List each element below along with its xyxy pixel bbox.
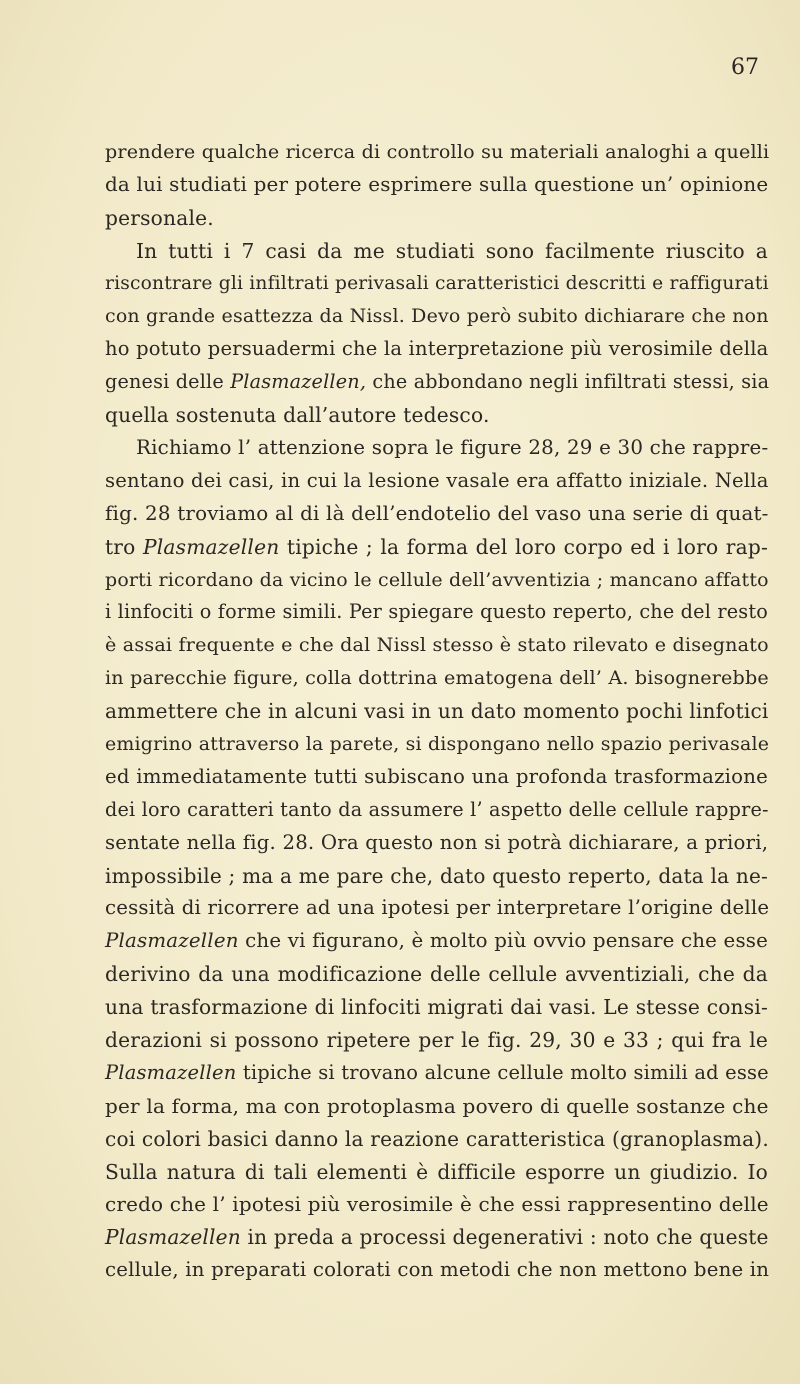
line-text: cessità di ricorrere ad una ipotesi per interpretare l’origine delle [105,896,770,920]
text-line [105,235,768,268]
text-line [105,728,768,761]
text-line [105,1024,768,1057]
italic-term: Plasmazellen [105,929,239,953]
text-line [105,1189,768,1222]
text-line [105,1090,768,1123]
text-line [105,695,768,728]
italic-term: Plasmazellen, [230,370,367,394]
text-line [105,1221,768,1254]
line-text: quella sostenuta dall’autore tedesco. [105,403,490,428]
text-line [105,268,768,301]
italic-term: Plasmazellen [105,1225,241,1250]
line-text: una trasformazione di linfociti migrati dai vasi. Le stesse consi- [105,995,768,1020]
line-text: con grande esattezza da Nissl. Devo però subito dichiarare che non [105,305,769,328]
text-line [105,432,768,465]
text-line [105,958,768,991]
text-line [105,794,768,827]
line-text: impossibile ; ma a me pare che, dato questo reperto, data la ne- [105,863,768,888]
line-text: dei loro caratteri tanto da assumere l’ aspetto delle cellule rappre- [105,797,769,821]
page-number: 67 [731,55,759,80]
text-line [105,761,768,794]
text-line [105,333,768,366]
text-line [105,991,768,1024]
text-line [105,531,768,564]
text-line [105,892,768,925]
text-line [105,136,768,169]
line-text: ho potuto persuadermi che la interpretazione più verosimile della [105,337,769,361]
text-line [105,596,768,629]
text-line [105,399,768,432]
text-line [105,1156,768,1189]
line-text: In tutti i 7 casi da me studiati sono facilmente riuscito a [136,238,768,263]
text-line [105,925,768,958]
line-text: emigrino attraverso la parete, si dispongano nello spazio perivasale [105,733,770,756]
line-text: sentano dei casi, in cui la lesione vasale era affatto iniziale. Nella [105,468,769,492]
line-text: i linfociti o forme simili. Per spiegare questo reperto, che del resto [105,600,768,624]
line-text: in preda a processi degenerativi : noto che queste [240,1225,769,1250]
line-text: ammettere che in alcuni vasi in un dato momento pochi linfotici [105,699,769,724]
line-text: porti ricordano da vicino le cellule dell’avventizia ; mancano affatto [105,568,769,591]
text-line [105,366,768,399]
body-text [105,136,768,1287]
line-text: sentate nella fig. 28. Ora questo non si potrà dichiarare, a priori, [105,830,769,854]
text-line [105,1254,768,1287]
italic-term: Plasmazellen [105,1060,237,1084]
text-line [105,564,768,597]
text-line [105,662,768,695]
line-text: coi colori basici danno la reazione caratteristica (granoplasma). [105,1126,769,1151]
text-line [105,202,768,235]
line-text: da lui studiati per potere esprimere sulla questione un’ opinione [105,172,769,196]
line-text: credo che l’ ipotesi più verosimile è che essi rappresentino delle [105,1192,769,1216]
line-text: che abbondano negli infiltrati stessi, sia [366,370,770,394]
line-text: è assai frequente e che dal Nissl stesso è stato rilevato e disegnato [105,633,769,657]
line-text: in parecchie figure, colla dottrina ematogena dell’ A. bisognerebbe [105,666,769,690]
line-text: per la forma, ma con protoplasma povero di quelle sostanze che [105,1093,769,1118]
line-text: che vi figurano, è molto più ovvio pensare che esse [238,929,769,953]
line-text: derivino da una modificazione delle cellule avventiziali, che da [105,962,768,987]
text-line [105,1123,768,1156]
text-line [105,465,768,498]
text-line [105,300,768,333]
line-text: tipiche si trovano alcune cellule molto simili ad esse [236,1060,769,1084]
line-text: fig. 28 troviamo al di là dell’endotelio del vaso una serie di quat- [105,501,769,525]
line-text: Sulla natura di tali elementi è difficile esporre un giudizio. Io [105,1159,768,1184]
line-text: derazioni si possono ripetere per le fig. 29, 30 e 33 ; qui fra le [105,1028,768,1053]
text-line [105,827,768,860]
line-text: ed immediatamente tutti subiscano una profonda trasformazione [105,764,768,788]
line-text: riscontrare gli infiltrati perivasali caratteristici descritti e raffigurati [105,272,769,294]
italic-term: Plasmazellen [142,534,280,559]
line-text: tipiche ; la forma del loro corpo ed i loro rap- [279,534,768,559]
text-line [105,498,768,531]
text-line [105,860,768,893]
line-text: genesi delle [105,370,231,394]
text-line [105,629,768,662]
line-text: prendere qualche ricerca di controllo su materiali analoghi a quelli [105,141,770,163]
text-line [105,1057,768,1090]
line-text: Richiamo l’ attenzione sopra le figure 28, 29 e 30 che rappre- [136,436,769,460]
line-text: cellule, in preparati colorati con metodi che non mettono bene in [105,1258,770,1282]
text-line [105,169,768,202]
line-text: tro [105,534,143,559]
line-text: personale. [105,205,214,230]
